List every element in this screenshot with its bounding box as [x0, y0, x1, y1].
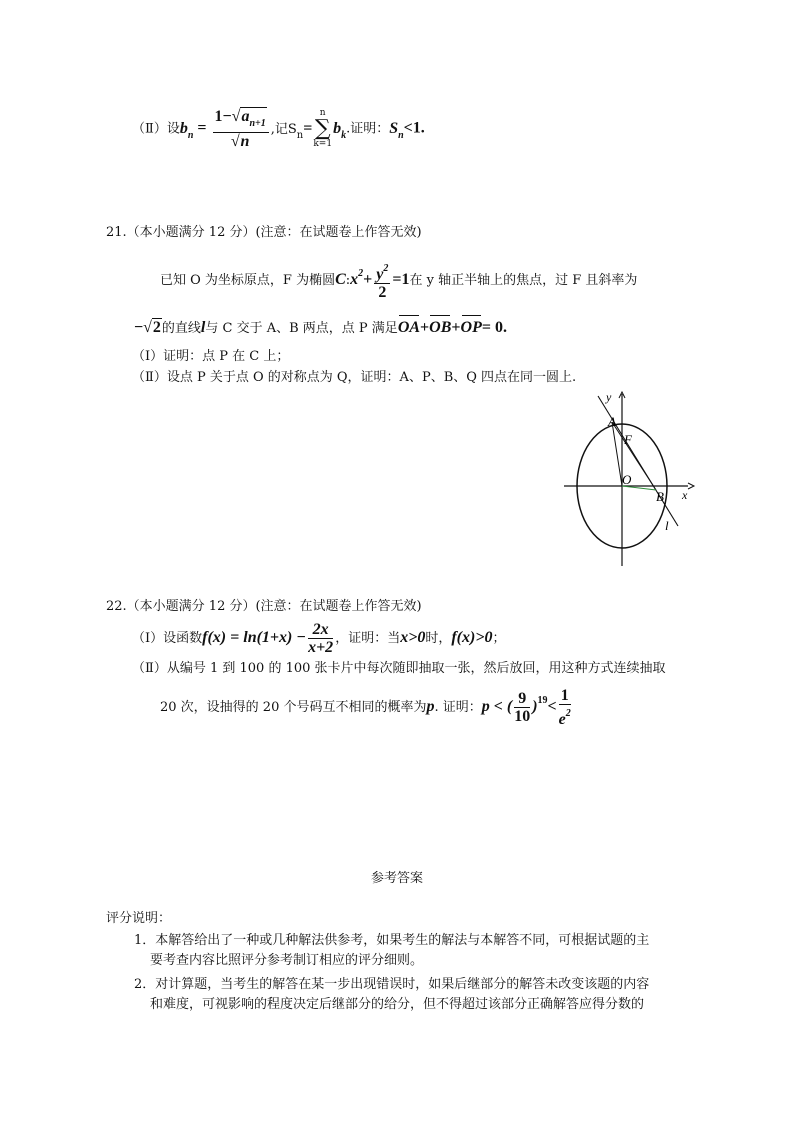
ji-text: ,记$S_n=$: [270, 119, 313, 141]
vector-op: OP: [461, 316, 482, 340]
label-o: O: [622, 472, 632, 487]
fraction-2x-over-x-plus-2: $\frac{2x}{x+2}$: [308, 621, 334, 656]
proof-text: .证明：: [346, 121, 390, 137]
q21-part1: （Ⅰ）证明：点 P 在 C 上；: [132, 349, 290, 364]
answers-title: 参考答案: [370, 871, 423, 886]
vector-ob: OB: [429, 316, 451, 340]
label-y: y: [606, 390, 612, 404]
s-n-symbol: $S_n$: [389, 119, 404, 141]
fraction-9-over-10: $\frac{9}{10}$: [514, 690, 531, 725]
y-squared-over-two: $\frac{y^2}{2}$: [374, 260, 390, 301]
q21-line2: −√2的直线l与 C 交于 A、B 两点，点 P 满足OA+OB+OP= 0.: [134, 316, 507, 341]
answers-item1-a: 1．本解答给出了一种或几种解法供参考，如果考生的解法与本解答不同，可根据试题的主: [134, 933, 650, 948]
b-n-symbol: $b_n$: [179, 119, 194, 141]
q22-header: 22.（本小题满分 12 分）(注意：在试题卷上作答无效): [106, 599, 422, 614]
q20-part2-line: （Ⅱ）设$b_n$ = $\frac{1-√a_{n+1}}{√n}$ ,记$S_n=n$ ∑ $k=1b_k$.证明：$S_n<1$.: [132, 108, 425, 150]
answers-item2-a: 2．对计算题，当考生的解答在某一步出现错误时，如果后继部分的解答未改变该题的内容: [134, 977, 650, 992]
summation: n ∑ k=1: [313, 108, 333, 149]
q21-header: 21.（本小题满分 12 分）(注意：在试题卷上作答无效): [106, 225, 422, 240]
q21-part2: （Ⅱ）设点 P 关于点 O 的对称点为 Q，证明：A、P、B、Q 四点在同一圆上.: [132, 370, 577, 385]
q21-intro-line: 已知 O 为坐标原点，F 为椭圆$C:x^2+$ $\frac{y^2}{2}$ =1在 y 轴正半轴上的焦点，过 F 且斜率为: [160, 254, 637, 301]
x-squared: $x^2$: [350, 268, 364, 288]
b-n-numerator: $1-√a_{n+1}$: [213, 108, 269, 133]
q20-part2-label: （Ⅱ）设: [132, 121, 180, 137]
function-f: f(x) = ln(1+x) −: [202, 629, 307, 646]
label-f: F: [624, 432, 632, 447]
label-l: l: [665, 518, 669, 533]
label-b: B: [656, 489, 664, 504]
slope-value: −√2: [134, 319, 161, 336]
label-x: x: [682, 488, 688, 502]
x-axis-arrow: [688, 483, 694, 489]
b-n-fraction: [213, 108, 269, 150]
answers-item2-b: 和难度，可视影响的程度决定后继部分的给分，但不得超过该部分正确解答应得分数的: [150, 997, 645, 1012]
b-n-denominator: √n: [230, 133, 250, 150]
vector-oa: OA: [398, 316, 420, 340]
answers-intro: 评分说明：: [106, 911, 172, 926]
fraction-one-over-e-squared: $\frac{1}{e^2}$: [558, 687, 571, 728]
q22-part2-line2: 20 次，设抽得的 20 个号码互不相同的概率为p. 证明：p < ( $\frac{9}{10}$ )$^{19}$< $\frac{1}{e^2}$: [160, 687, 571, 728]
answers-item1-b: 要考查内容比照评分参考制订相应的评分细则。: [150, 953, 424, 968]
lt-one: <1.: [403, 119, 425, 137]
q22-part2-line1: （Ⅱ）从编号 1 到 100 的 100 张卡片中每次随即抽取一张，然后放回，用这种方式连续抽取: [132, 661, 666, 676]
segment-ab: [612, 422, 656, 490]
b-k-symbol: $b_k$: [333, 119, 347, 141]
label-a: A: [608, 414, 616, 429]
ellipse-figure: [560, 388, 700, 568]
q22-part1: （Ⅰ）设函数f(x) = ln(1+x) − $\frac{2x}{x+2}$ ，证明：当x>0时，f(x)>0；: [132, 621, 506, 656]
